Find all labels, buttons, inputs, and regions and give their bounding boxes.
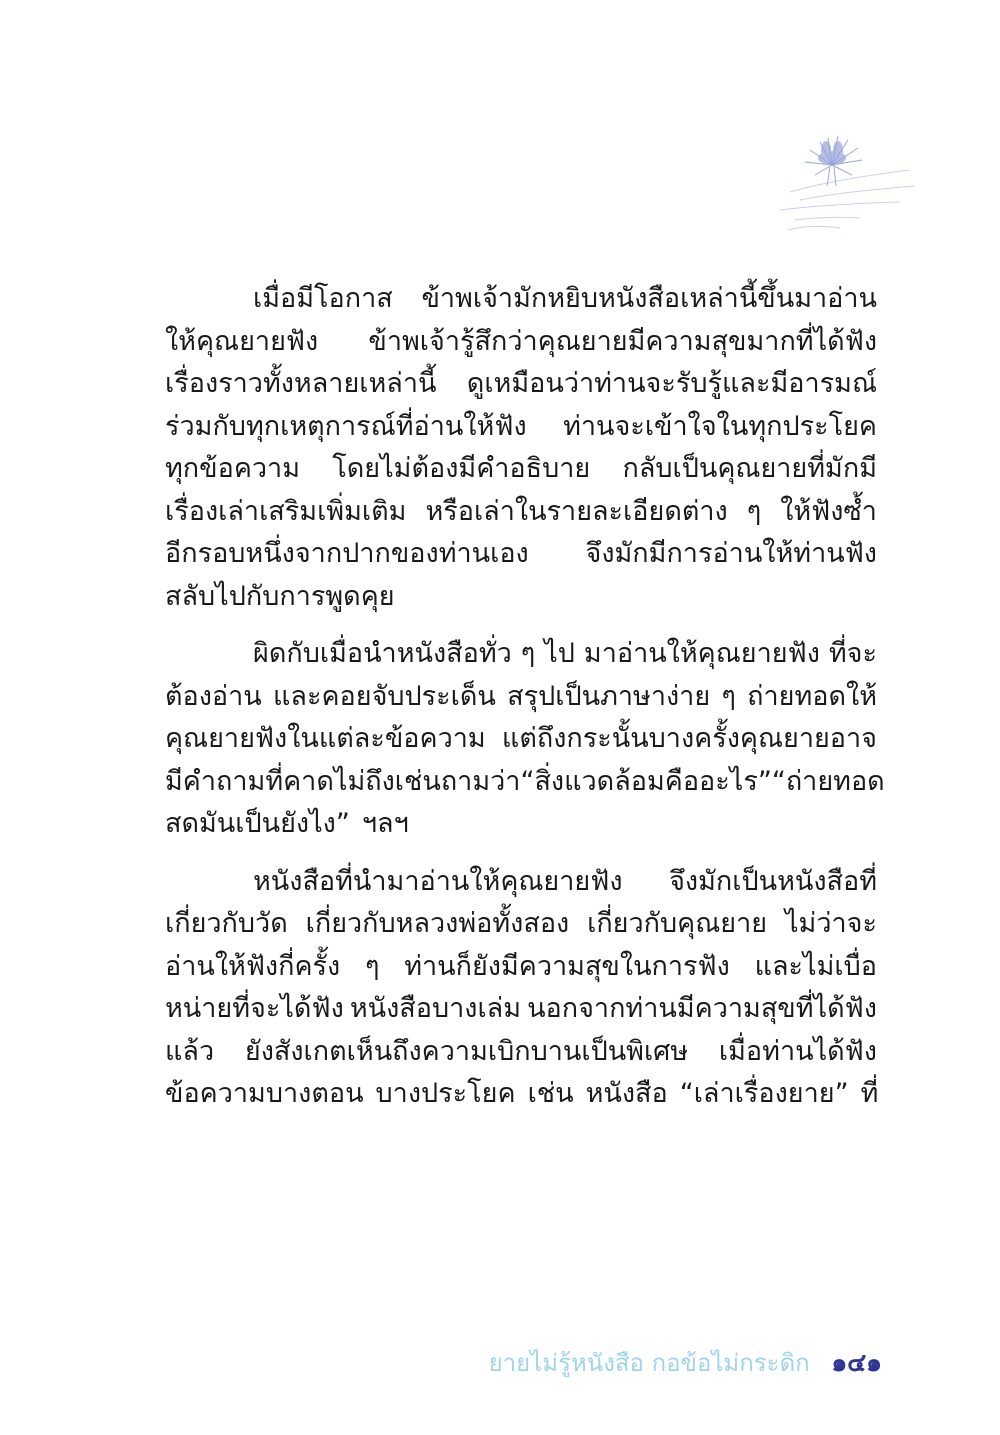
paragraph-gap	[165, 846, 877, 861]
word: ต้องอ่าน	[165, 680, 262, 712]
word: หนังสือ	[585, 1078, 668, 1109]
word: ไม่ว่าจะ	[784, 908, 877, 939]
word: เกี่ยวกับวัด	[165, 908, 288, 939]
word: ๆ	[746, 495, 762, 527]
text-line	[165, 946, 877, 989]
word: นอกจากท่านมีความสุขที่ได้ฟัง	[527, 993, 877, 1024]
word: บางประโยค	[375, 1078, 516, 1109]
text-line	[165, 1073, 877, 1116]
word: ไป	[544, 638, 575, 669]
word: สรุปเป็นภาษาง่าย	[507, 680, 711, 712]
word: แล้ว	[165, 1035, 215, 1067]
word: ท่านจะเข้าใจในทุกประโยค	[563, 410, 877, 442]
word: แต่ถึงกระนั้นบางครั้งคุณยายอาจ	[501, 723, 877, 754]
book-title: ยายไม่รู้หนังสือ กอข้อไม่กระดิก	[488, 1349, 810, 1377]
text-line	[165, 576, 877, 619]
word: เช่น	[527, 1078, 574, 1109]
word: คุณยายฟังในแต่ละข้อความ	[165, 723, 486, 754]
paragraph	[165, 633, 885, 846]
word: หนังสือบางเล่ม	[349, 993, 522, 1024]
text-line	[165, 803, 877, 846]
word: กลับเป็นคุณยายที่มักมี	[622, 453, 877, 484]
text-line	[165, 1031, 877, 1074]
text-line	[165, 861, 877, 904]
word: หรือเล่าในรายละเอียดต่าง	[425, 495, 728, 527]
word: ที่	[860, 1078, 879, 1109]
word: อีกรอบหนึ่งจากปากของท่านเอง	[165, 538, 529, 569]
word: เรื่องราวทั้งหลายเหล่านี้	[165, 368, 437, 399]
word: หน่ายที่จะได้ฟัง	[165, 993, 344, 1024]
word: มาอ่านให้คุณยายฟัง	[583, 638, 820, 669]
word: เช่น	[394, 765, 441, 797]
word: ฯลฯ	[361, 808, 409, 839]
word: ข้อความบางตอน	[165, 1078, 364, 1109]
word: “ถ่ายทอด	[771, 765, 885, 797]
text-line	[165, 633, 877, 676]
text-line	[165, 903, 877, 946]
word: ทุกข้อความ	[165, 453, 300, 484]
word: โดยไม่ต้องมีคำอธิบาย	[332, 453, 591, 484]
word: และคอยจับประเด็น	[273, 680, 496, 712]
text-line	[165, 321, 877, 364]
word: เกี่ยวกับหลวงพ่อทั้งสอง	[305, 908, 570, 939]
word: ท่านก็ยังมีความสุขในการฟัง	[404, 950, 730, 982]
word: หนังสือที่นำมาอ่านให้คุณยายฟัง	[253, 865, 623, 897]
body-text	[165, 278, 885, 1116]
page-number: ๑๔๑	[831, 1348, 882, 1377]
text-line	[165, 278, 877, 321]
text-line	[165, 533, 877, 576]
paragraph-gap	[165, 618, 877, 633]
word: และไม่เบื่อ	[754, 950, 877, 982]
word: ดูเหมือนว่าท่านจะรับรู้และมีอารมณ์	[466, 368, 877, 399]
word: เมื่อมีโอกาส	[253, 283, 393, 314]
word: สลับไปกับการพูดคุย	[165, 580, 395, 612]
word: ๆ	[520, 638, 536, 669]
word: มีคำถามที่คาดไม่ถึง	[165, 765, 395, 797]
text-line	[165, 718, 877, 761]
text-line	[165, 363, 877, 406]
word: ๆ	[364, 950, 380, 982]
word: ถ่ายทอดให้	[747, 680, 877, 712]
word: “เล่าเรื่องยาย”	[679, 1078, 849, 1109]
word: ให้ฟังซ้ำ	[780, 495, 877, 527]
word: ผิดกับเมื่อนำหนังสือทั่ว	[253, 638, 512, 669]
word: “สิ่งแวดล้อมคืออะไร”	[520, 765, 772, 797]
word: เมื่อท่านได้ฟัง	[718, 1035, 877, 1067]
lotus-on-water-icon	[770, 120, 920, 240]
word: เกี่ยวกับคุณยาย	[587, 908, 768, 939]
text-line	[165, 448, 877, 491]
text-line	[165, 406, 877, 449]
text-line	[165, 676, 877, 719]
word: อ่านให้ฟังกี่ครั้ง	[165, 950, 341, 982]
word: ร่วมกับทุกเหตุการณ์ที่อ่านให้ฟัง	[165, 410, 527, 442]
word: จึงมักเป็นหนังสือที่	[669, 865, 877, 897]
word: ยังสังเกตเห็นถึงความเบิกบานเป็นพิเศษ	[244, 1035, 689, 1067]
word: ๆ	[721, 680, 736, 712]
word: ให้คุณยายฟัง	[165, 325, 319, 357]
page-footer	[489, 1343, 882, 1383]
paragraph	[165, 278, 877, 618]
word: ที่จะ	[828, 638, 877, 669]
word: ถามว่า	[440, 765, 521, 797]
paragraph	[165, 861, 877, 1116]
text-line	[165, 491, 877, 534]
word: ข้าพเจ้ารู้สึกว่าคุณยายมีความสุขมากที่ได้ฟัง	[368, 325, 877, 357]
word: จึงมักมีการอ่านให้ท่านฟัง	[585, 538, 877, 569]
word: ข้าพเจ้ามักหยิบหนังสือเหล่านี้ขึ้นมาอ่าน	[421, 283, 877, 314]
word: สดมันเป็นยังไง”	[165, 808, 350, 839]
text-line	[165, 761, 885, 804]
text-line	[165, 988, 877, 1031]
word: เรื่องเล่าเสริมเพิ่มเติม	[165, 495, 407, 527]
